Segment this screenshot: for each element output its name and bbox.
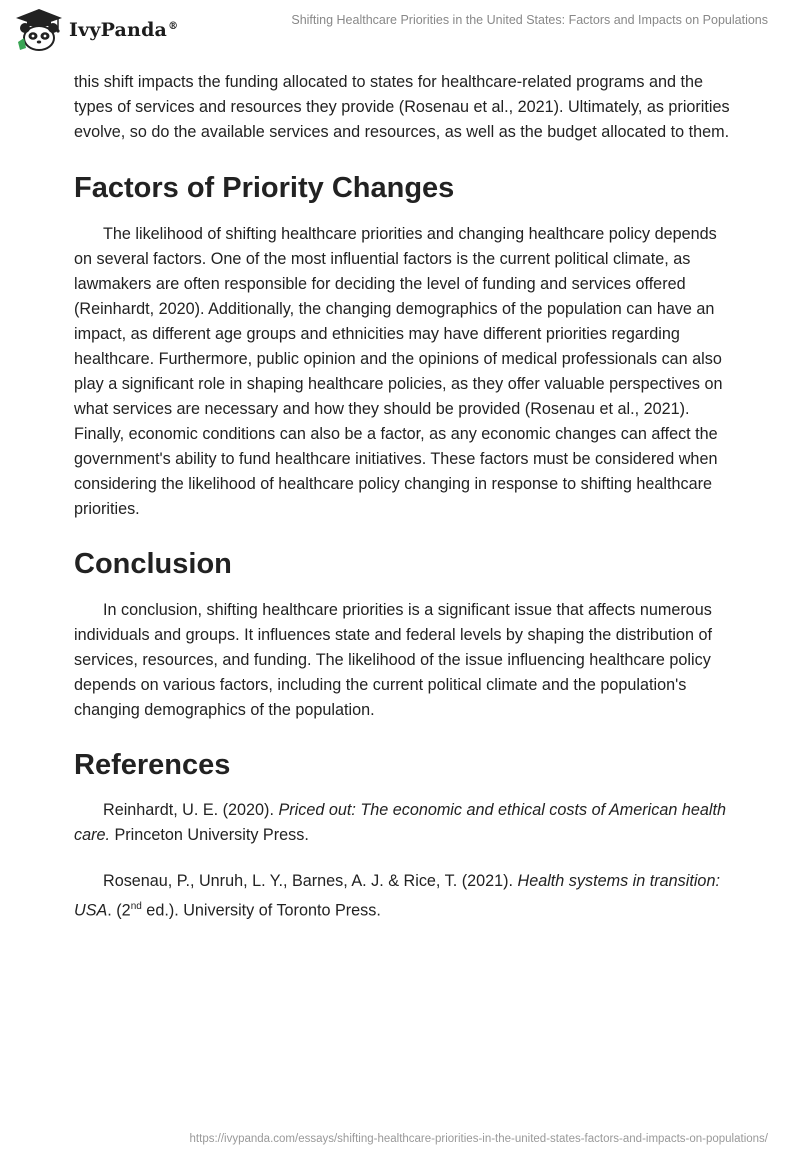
conclusion-paragraph: In conclusion, shifting healthcare priorities is a significant issue that affects numerous individuals and groups. It influences state and federal levels by shaping the distribution of services, resources, and funding. The likelihood of the issue influencing healthcare policy depends on various factors, including the current political climate and the population's changing demographics of the population. [74,601,713,719]
page-header [0,0,800,60]
intro-paragraph: this shift impacts the funding allocated to states for healthcare-related programs and the types of services and resources they provide (Rosenau et al., 2021). Ultimately, as priorities evolve, so do the available services and resources, as well as the budget allocated to them. [74,73,730,141]
reference-title: Priced out: The economic and ethical costs of American health care. [74,801,726,844]
reference-title: Health systems in transition: USA [74,872,720,920]
logo-text: IvyPanda® [69,19,179,41]
running-title: Shifting Healthcare Priorities in the United States: Factors and Impacts on Populations [291,13,768,27]
heading-conclusion: Conclusion [74,548,232,580]
panda-graduate-icon [14,8,64,52]
reference-item: Rosenau, P., Unruh, L. Y., Barnes, A. J. & Rice, T. (2021). Health systems in transition: USA. (2nd ed.). University of Toronto Press. [74,872,720,920]
heading-factors: Factors of Priority Changes [74,172,455,204]
reference-publisher: Princeton University Press. [110,826,309,844]
ivypanda-logo[interactable] [14,8,178,52]
essay-body [74,70,734,923]
reference-authors: Rosenau, P., Unruh, L. Y., Barnes, A. J. & Rice, T. (2021). [103,872,518,890]
reference-authors: Reinhardt, U. E. (2020). [103,801,279,819]
factors-paragraph: The likelihood of shifting healthcare priorities and changing healthcare policy depends on several factors. One of the most influential factors is the current political climate, as lawmakers are often responsible for deciding the level of funding and services offered (Reinhardt, 2020). Additionally, the changing demographics of the population can have an impact, as different age groups and ethnicities may have different priorities regarding healthcare. Furthermore, public opinion and the opinions of medical professionals can also play a significant role in shaping healthcare policies, as they offer valuable perspectives on what services are necessary and how they should be provided (Rosenau et al., 2021). Finally, economic conditions can also be a factor, as any economic changes can affect the government's ability to fund healthcare initiatives. These factors must be considered when considering the likelihood of healthcare policy changing in response to shifting healthcare priorities. [74,225,723,518]
reference-item [74,798,734,848]
heading-references: References [74,749,231,781]
source-url[interactable]: https://ivypanda.com/essays/shifting-healthcare-priorities-in-the-united-states-factors-and-impacts-on-populations/ [189,1133,768,1145]
